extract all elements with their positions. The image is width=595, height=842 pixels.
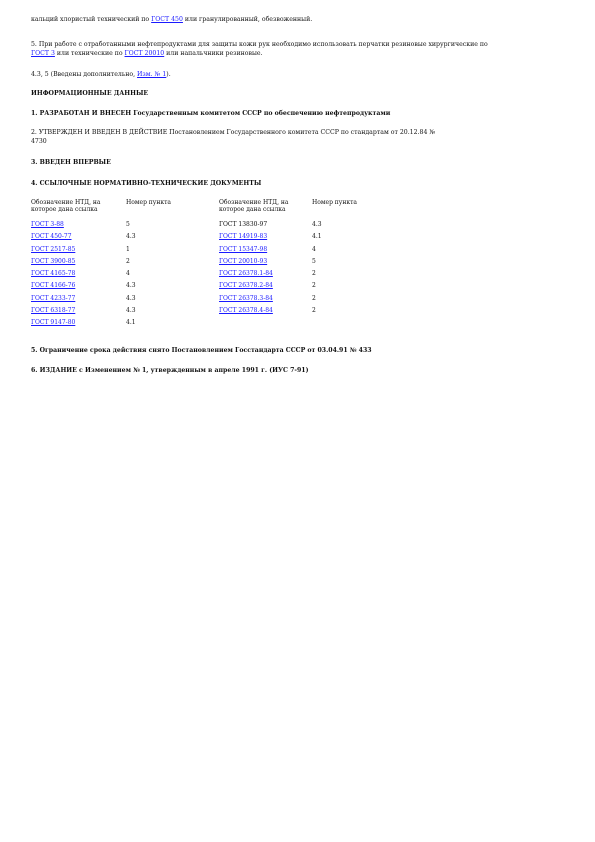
ref-doc-cell-right	[219, 258, 312, 270]
ref-doc-cell-left	[31, 221, 126, 233]
ref-item-number: 4.3	[312, 221, 322, 228]
ref-doc-cell-left	[31, 282, 126, 294]
ref-doc-cell-right	[219, 233, 312, 245]
ref-doc-link[interactable]: ГОСТ 3900-85	[31, 257, 76, 265]
ref-doc-cell-left	[31, 258, 126, 270]
ref-doc-link[interactable]: ГОСТ 3-88	[31, 221, 64, 228]
gost-20010-link[interactable]: ГОСТ 20010	[124, 50, 165, 57]
ref-item-cell-left	[126, 282, 219, 294]
table-row	[31, 221, 392, 233]
ref-item-number: 5	[312, 257, 316, 265]
ref-item-number: 4.3	[126, 307, 136, 315]
ref-item-cell-left	[126, 270, 219, 282]
ref-doc-link[interactable]: ГОСТ 26378.4-84	[219, 307, 273, 315]
item-5-mid: или технические по	[54, 50, 125, 57]
ref-item-number: 4.3	[126, 282, 136, 290]
gost-3-link[interactable]: ГОСТ 3	[31, 50, 55, 57]
ref-item-cell-left	[126, 258, 219, 270]
ref-doc-link[interactable]: ГОСТ 4166-76	[31, 282, 76, 290]
ref-doc-cell-right	[219, 221, 312, 233]
table-row	[31, 233, 392, 245]
ref-item-cell-right	[312, 307, 392, 319]
ref-item-cell-right	[312, 246, 392, 258]
ref-item-number: 4	[126, 270, 130, 278]
header-designation-right: Обозначение НТД, на которое дана ссылка	[219, 199, 289, 213]
top-line	[31, 15, 571, 24]
ref-doc-cell-left	[31, 307, 126, 319]
ref-item-number: 2	[312, 307, 316, 315]
ref-doc-cell-left	[31, 233, 126, 245]
ref-item-number: 2	[312, 282, 316, 290]
ref-doc-link[interactable]: ГОСТ 2517-85	[31, 245, 76, 253]
ref-doc-cell-left	[31, 270, 126, 282]
info-item-3: 3. ВВЕДЕН ВПЕРВЫЕ	[31, 159, 111, 166]
table-row	[31, 295, 392, 307]
item-5-after: или напальчники резиновые.	[164, 50, 263, 57]
ref-item-cell-right	[312, 221, 392, 233]
ref-item-cell-left	[126, 233, 219, 245]
ref-doc-link[interactable]: ГОСТ 450-77	[31, 233, 72, 241]
ref-doc-cell-left	[31, 246, 126, 258]
ref-doc-cell-right	[219, 307, 312, 319]
ref-doc-cell-right	[219, 270, 312, 282]
amendment-1-link[interactable]: Изм. № 1	[137, 71, 167, 78]
info-item-5-text: 5. Ограничение срока действия снято Постановлением Госстандарта СССР от 03.04.91 № 433	[31, 347, 372, 354]
table-row	[31, 258, 392, 270]
ref-item-number: 4.1	[126, 319, 136, 327]
table-row	[31, 307, 392, 319]
info-item-2-line1: 2. УТВЕРЖДЕН И ВВЕДЕН В ДЕЙСТВИЕ Постановлением Государственного комитета СССР по стандартам от 20.12.84 №	[31, 129, 436, 136]
ref-item-cell-left	[126, 221, 219, 233]
ref-doc-link[interactable]: ГОСТ 14919-83	[219, 233, 268, 241]
ref-doc-text: ГОСТ 13830-97	[219, 221, 268, 228]
ref-item-cell-left	[126, 246, 219, 258]
info-item-2	[31, 128, 571, 146]
ref-doc-link[interactable]: ГОСТ 26378.1-84	[219, 270, 273, 278]
ref-item-cell-left	[126, 319, 219, 331]
section-ref	[31, 70, 571, 79]
ref-item-number: 1	[126, 245, 130, 253]
info-item-2-line2: 4730	[31, 138, 47, 145]
ref-item-number: 2	[312, 294, 316, 302]
ref-item-cell-left	[126, 295, 219, 307]
ref-doc-cell-left	[31, 319, 126, 331]
top-line-after: или гранулированный, обезвоженный.	[182, 16, 313, 23]
gost-450-link[interactable]: ГОСТ 450	[151, 16, 183, 23]
section-ref-before: 4.3, 5 (Введены дополнительно,	[31, 71, 138, 78]
table-row	[31, 319, 392, 331]
info-item-6	[31, 366, 571, 375]
section-ref-after: ).	[166, 71, 171, 78]
ref-item-number: 4.3	[126, 233, 136, 241]
info-item-5	[31, 346, 571, 355]
ref-doc-cell-right	[219, 295, 312, 307]
ref-doc-cell-right	[219, 282, 312, 294]
ref-doc-link[interactable]: ГОСТ 26378.2-84	[219, 282, 273, 290]
ref-doc-cell-right	[219, 319, 312, 331]
item-5-paragraph	[31, 40, 571, 58]
ref-item-cell-right	[312, 319, 392, 331]
table-row	[31, 270, 392, 282]
reference-table	[31, 199, 392, 332]
ref-doc-link[interactable]: ГОСТ 6318-77	[31, 307, 76, 315]
ref-doc-cell-right	[219, 246, 312, 258]
ref-doc-cell-left	[31, 295, 126, 307]
info-item-4: 4. ССЫЛОЧНЫЕ НОРМАТИВНО-ТЕХНИЧЕСКИЕ ДОКУМЕНТЫ	[31, 180, 262, 187]
header-item-left: Номер пункта	[126, 199, 171, 206]
ref-doc-link[interactable]: ГОСТ 4233-77	[31, 294, 76, 302]
header-item-right: Номер пункта	[312, 199, 357, 206]
ref-item-number: 4	[312, 245, 316, 253]
ref-item-number: 4.1	[312, 233, 322, 241]
ref-doc-link[interactable]: ГОСТ 9147-80	[31, 319, 76, 327]
info-item-1	[31, 109, 571, 118]
reference-table-header	[31, 199, 392, 221]
ref-item-cell-right	[312, 270, 392, 282]
ref-item-number: 2	[312, 270, 316, 278]
top-line-before: кальций хлористый технический по	[31, 16, 152, 23]
info-heading: ИНФОРМАЦИОННЫЕ ДАННЫЕ	[31, 90, 149, 97]
item-5-line1: 5. При работе с отработанными нефтепродуктами для защиты кожи рук необходимо использовать перчатки резиновые хирургические по	[31, 41, 488, 48]
info-item-1-text: 1. РАЗРАБОТАН И ВНЕСЕН Государственным комитетом СССР по обеспечению нефтепродуктами	[31, 110, 391, 117]
header-designation-left: Обозначение НТД, на которое дана ссылка	[31, 199, 101, 213]
ref-item-cell-right	[312, 282, 392, 294]
ref-doc-link[interactable]: ГОСТ 20010-93	[219, 257, 268, 265]
ref-item-number: 2	[126, 257, 130, 265]
item-5-line2	[31, 49, 571, 58]
ref-item-cell-right	[312, 295, 392, 307]
info-item-6-text: 6. ИЗДАНИЕ с Изменением № 1, утвержденным в апреле 1991 г. (ИУС 7-91)	[31, 367, 309, 374]
ref-item-cell-left	[126, 307, 219, 319]
table-row	[31, 282, 392, 294]
ref-doc-link[interactable]: ГОСТ 15347-98	[219, 245, 268, 253]
ref-item-cell-right	[312, 258, 392, 270]
ref-doc-link[interactable]: ГОСТ 26378.3-84	[219, 294, 273, 302]
ref-item-number: 5	[126, 221, 130, 228]
ref-doc-link[interactable]: ГОСТ 4165-78	[31, 270, 76, 278]
table-row	[31, 246, 392, 258]
ref-item-cell-right	[312, 233, 392, 245]
ref-item-number: 4.3	[126, 294, 136, 302]
